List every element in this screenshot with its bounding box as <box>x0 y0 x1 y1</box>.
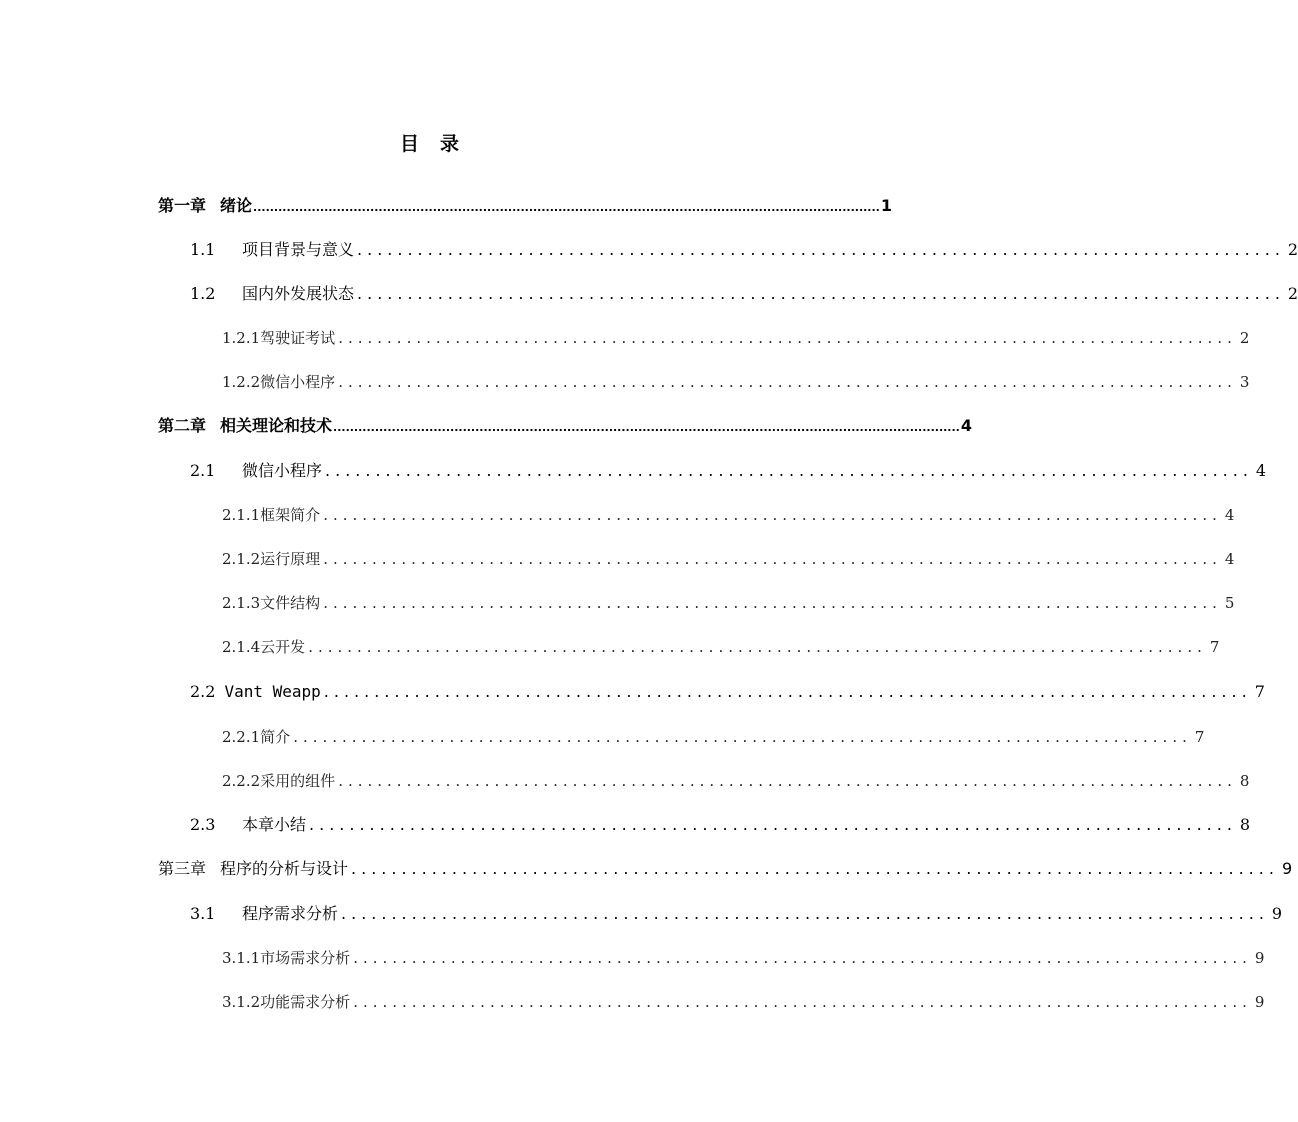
toc-entry-3-1-2[interactable] <box>222 990 1265 1014</box>
entry-number: 1.2 <box>190 284 216 303</box>
entry-page-number: 9 <box>1281 859 1293 878</box>
dot-leader: ............................................................................................ <box>353 993 1252 1011</box>
entry-page-number: 9 <box>1254 949 1265 967</box>
entry-title: 项目背景与意义 <box>242 240 355 259</box>
dot-leader: ............................................................................................ <box>338 373 1237 391</box>
toc-entry-1-2-1[interactable] <box>222 326 1250 350</box>
dot-leader: ............................................................................................ <box>323 682 1252 701</box>
entry-title: 相关理论和技术 <box>220 416 333 435</box>
entry-number: 3.1 <box>190 904 216 923</box>
toc-entry-2-1[interactable] <box>190 459 1267 483</box>
entry-page-number: 2 <box>1239 329 1250 347</box>
entry-title: 本章小结 <box>242 815 307 834</box>
toc-entry-2-2-1[interactable] <box>222 725 1205 749</box>
dot-leader: ............................................................................................ <box>341 904 1269 923</box>
entry-number: 2.1.3 <box>222 594 261 612</box>
dot-leader: ............................................................................................ <box>325 461 1253 480</box>
dot-leader: ............................................................................................ <box>357 240 1285 259</box>
entry-number: 3.1.2 <box>222 993 261 1011</box>
entry-page-number: 9 <box>1254 993 1265 1011</box>
entry-page-number: 4 <box>1255 461 1267 480</box>
toc-entry-chapter-2[interactable] <box>158 414 972 438</box>
entry-number: 2.1.4 <box>222 638 261 656</box>
entry-number: 3.1.1 <box>222 949 261 967</box>
toc-entry-2-3[interactable] <box>190 813 1251 837</box>
entry-number: 2.2.2 <box>222 772 261 790</box>
entry-page-number: 7 <box>1254 682 1265 701</box>
dot-leader: ............................................................................................ <box>293 728 1192 746</box>
entry-page-number: 7 <box>1194 728 1205 746</box>
toc-entry-1-2[interactable] <box>190 282 1298 306</box>
entry-page-number: 9 <box>1271 904 1283 923</box>
toc-entry-2-1-2[interactable] <box>222 547 1235 571</box>
entry-page-number: 5 <box>1224 594 1235 612</box>
toc-entry-2-1-4[interactable] <box>222 635 1220 659</box>
toc-entry-1-2-2[interactable] <box>222 370 1250 394</box>
entry-number: 1.2.1 <box>222 329 261 347</box>
entry-number: 1.1 <box>190 240 216 259</box>
entry-number: 2.2.1 <box>222 728 261 746</box>
entry-page-number: 4 <box>1224 506 1235 524</box>
entry-title: 国内外发展状态 <box>242 284 355 303</box>
entry-page-number: 4 <box>1224 550 1235 568</box>
entry-number: 1.2.2 <box>222 373 261 391</box>
entry-number: 2.1.1 <box>222 506 261 524</box>
toc-entry-2-2-2[interactable] <box>222 769 1250 793</box>
entry-title: 微信小程序 <box>242 461 323 480</box>
entry-title: 程序需求分析 <box>242 904 339 923</box>
entry-title: 框架简介 <box>260 506 321 524</box>
entry-page-number: 3 <box>1239 373 1250 391</box>
dot-leader: ............................................................................................ <box>323 594 1222 612</box>
dot-leader: ............................................................................................ <box>338 772 1237 790</box>
entry-page-number: 2 <box>1287 284 1298 303</box>
dot-leader: ............................................................................................ <box>338 329 1237 347</box>
entry-title: 程序的分析与设计 <box>220 859 349 878</box>
entry-number: 2.2 <box>190 682 216 701</box>
dot-leader: ...................................................................................................................................................... <box>333 421 960 434</box>
entry-title: 驾驶证考试 <box>260 329 336 347</box>
entry-page-number: 8 <box>1239 772 1250 790</box>
entry-title: 功能需求分析 <box>260 993 351 1011</box>
dot-leader: ...................................................................................................................................................... <box>253 201 880 214</box>
entry-title: 采用的组件 <box>260 772 336 790</box>
entry-number: 2.3 <box>190 815 216 834</box>
entry-title: 云开发 <box>260 638 306 656</box>
entry-title: 绪论 <box>220 196 253 215</box>
entry-title: 文件结构 <box>260 594 321 612</box>
dot-leader: ............................................................................................ <box>309 815 1237 834</box>
entry-number: 2.1.2 <box>222 550 261 568</box>
dot-leader: ............................................................................................ <box>323 506 1222 524</box>
entry-page-number: 2 <box>1287 240 1298 259</box>
entry-title: 市场需求分析 <box>260 949 351 967</box>
toc-entry-3-1[interactable] <box>190 902 1283 926</box>
title-char-right: 录 <box>440 133 461 155</box>
toc-entry-3-1-1[interactable] <box>222 946 1265 970</box>
dot-leader: ............................................................................................ <box>308 638 1207 656</box>
toc-entry-2-1-3[interactable] <box>222 591 1235 615</box>
entry-number: 第一章 <box>158 196 207 215</box>
entry-title: 运行原理 <box>260 550 321 568</box>
entry-page-number: 8 <box>1239 815 1251 834</box>
entry-page-number: 4 <box>960 416 972 435</box>
dot-leader: ............................................................................................ <box>353 949 1252 967</box>
entry-number: 第二章 <box>158 416 207 435</box>
toc-entry-chapter-3[interactable] <box>158 857 1293 881</box>
dot-leader: ............................................................................................ <box>351 859 1279 878</box>
entry-title: 简介 <box>260 728 291 746</box>
entry-title: Vant Weapp <box>224 682 321 701</box>
toc-entry-2-1-1[interactable] <box>222 503 1235 527</box>
dot-leader: ............................................................................................ <box>357 284 1285 303</box>
entry-number: 第三章 <box>158 859 207 878</box>
toc-entry-chapter-1[interactable] <box>158 194 892 218</box>
dot-leader: ............................................................................................ <box>323 550 1222 568</box>
title-char-left: 目 <box>399 133 420 155</box>
toc-entry-2-2[interactable] <box>190 680 1265 704</box>
entry-number: 2.1 <box>190 461 216 480</box>
entry-page-number: 7 <box>1209 638 1220 656</box>
toc-entry-1-1[interactable] <box>190 238 1298 262</box>
entry-page-number: 1 <box>880 196 892 215</box>
entry-title: 微信小程序 <box>260 373 336 391</box>
